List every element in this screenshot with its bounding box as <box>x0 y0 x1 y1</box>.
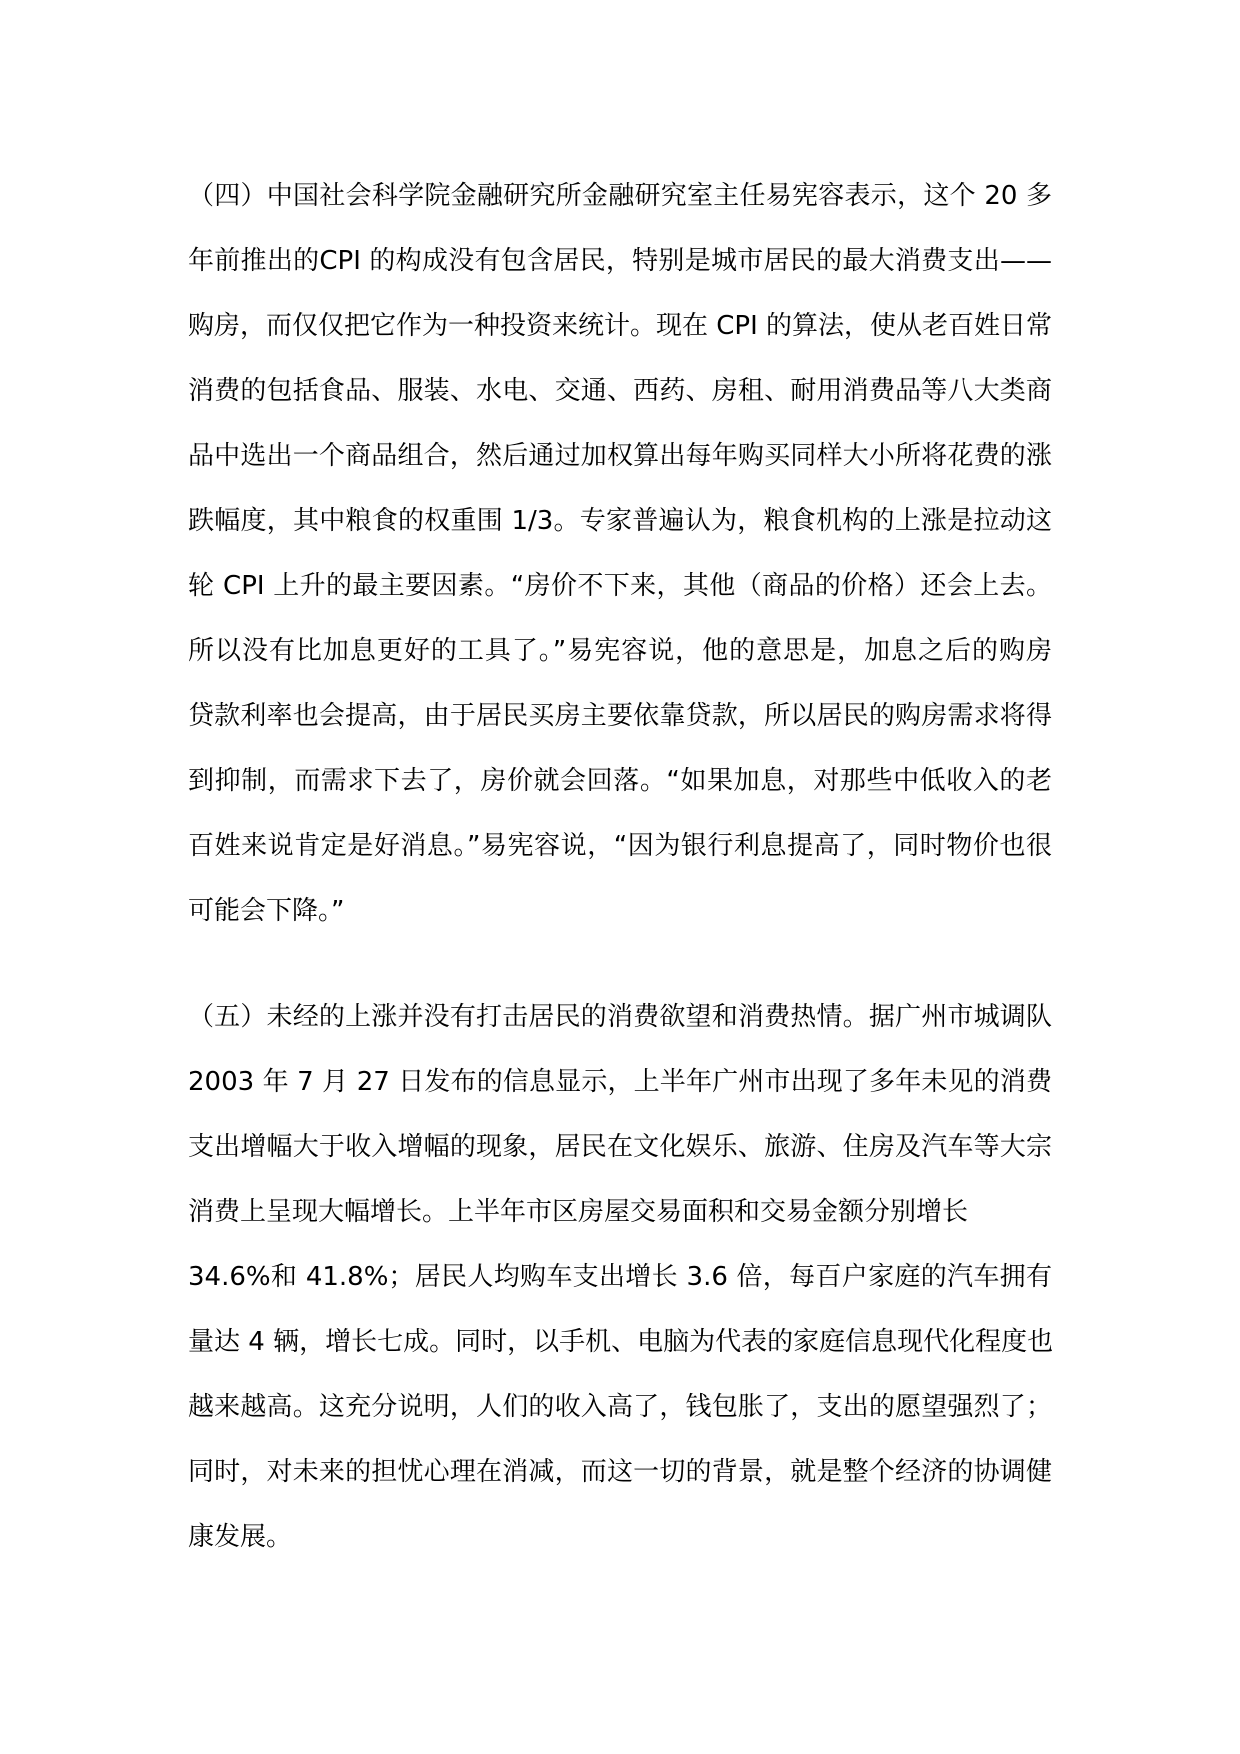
text-line: 贷款利率也会提高，由于居民买房主要依靠贷款，所以居民的购房需求将得 <box>188 701 1052 731</box>
text-line: 34.6%和 41.8%；居民人均购车支出增长 3.6 倍，每百户家庭的汽车拥有 <box>188 1262 1052 1292</box>
text-line: 同时，对未来的担忧心理在消减，而这一切的背景，就是整个经济的协调健 <box>188 1457 1052 1487</box>
text-line: 购房，而仅仅把它作为一种投资来统计。现在 CPI 的算法，使从老百姓日常 <box>188 311 1053 341</box>
text-line: 百姓来说肯定是好消息。”易宪容说，“因为银行利息提高了，同时物价也很 <box>188 831 1052 861</box>
text-line: 量达 4 辆，增长七成。同时，以手机、电脑为代表的家庭信息现代化程度也 <box>188 1327 1054 1357</box>
text-line: 可能会下降。” <box>188 896 345 926</box>
text-line: 消费的包括食品、服装、水电、交通、西药、房租、耐用消费品等八大类商 <box>188 376 1052 406</box>
text-line: 康发展。 <box>188 1522 293 1552</box>
text-line: 跌幅度，其中粮食的权重围 1/3。专家普遍认为，粮食机构的上涨是拉动这 <box>188 506 1052 536</box>
text-line: 所以没有比加息更好的工具了。”易宪容说，他的意思是，加息之后的购房 <box>188 636 1052 666</box>
text-line: 到抑制，而需求下去了，房价就会回落。“如果加息，对那些中低收入的老 <box>188 766 1052 796</box>
text-line: （五）未经的上涨并没有打击居民的消费欲望和消费热情。据广州市城调队 <box>188 1002 1052 1032</box>
paragraph <box>188 985 1052 1570</box>
text-line: 越来越高。这充分说明，人们的收入高了，钱包胀了，支出的愿望强烈了； <box>188 1392 1052 1422</box>
paragraph <box>188 164 1052 944</box>
text-line: 2003 年 7 月 27 日发布的信息显示，上半年广州市出现了多年未见的消费 <box>188 1067 1052 1097</box>
text-line: 消费上呈现大幅增长。上半年市区房屋交易面积和交易金额分别增长 <box>188 1197 969 1227</box>
text-line: 品中选出一个商品组合，然后通过加权算出每年购买同样大小所将花费的涨 <box>188 441 1052 471</box>
text-line: （四）中国社会科学院金融研究所金融研究室主任易宪容表示，这个 20 多 <box>188 181 1052 211</box>
text-line: 支出增幅大于收入增幅的现象，居民在文化娱乐、旅游、住房及汽车等大宗 <box>188 1132 1052 1162</box>
text-line: 轮 CPI 上升的最主要因素。“房价不下来，其他（商品的价格）还会上去。 <box>188 571 1052 601</box>
text-line: 年前推出的CPI 的构成没有包含居民，特别是城市居民的最大消费支出—— <box>188 246 1052 276</box>
